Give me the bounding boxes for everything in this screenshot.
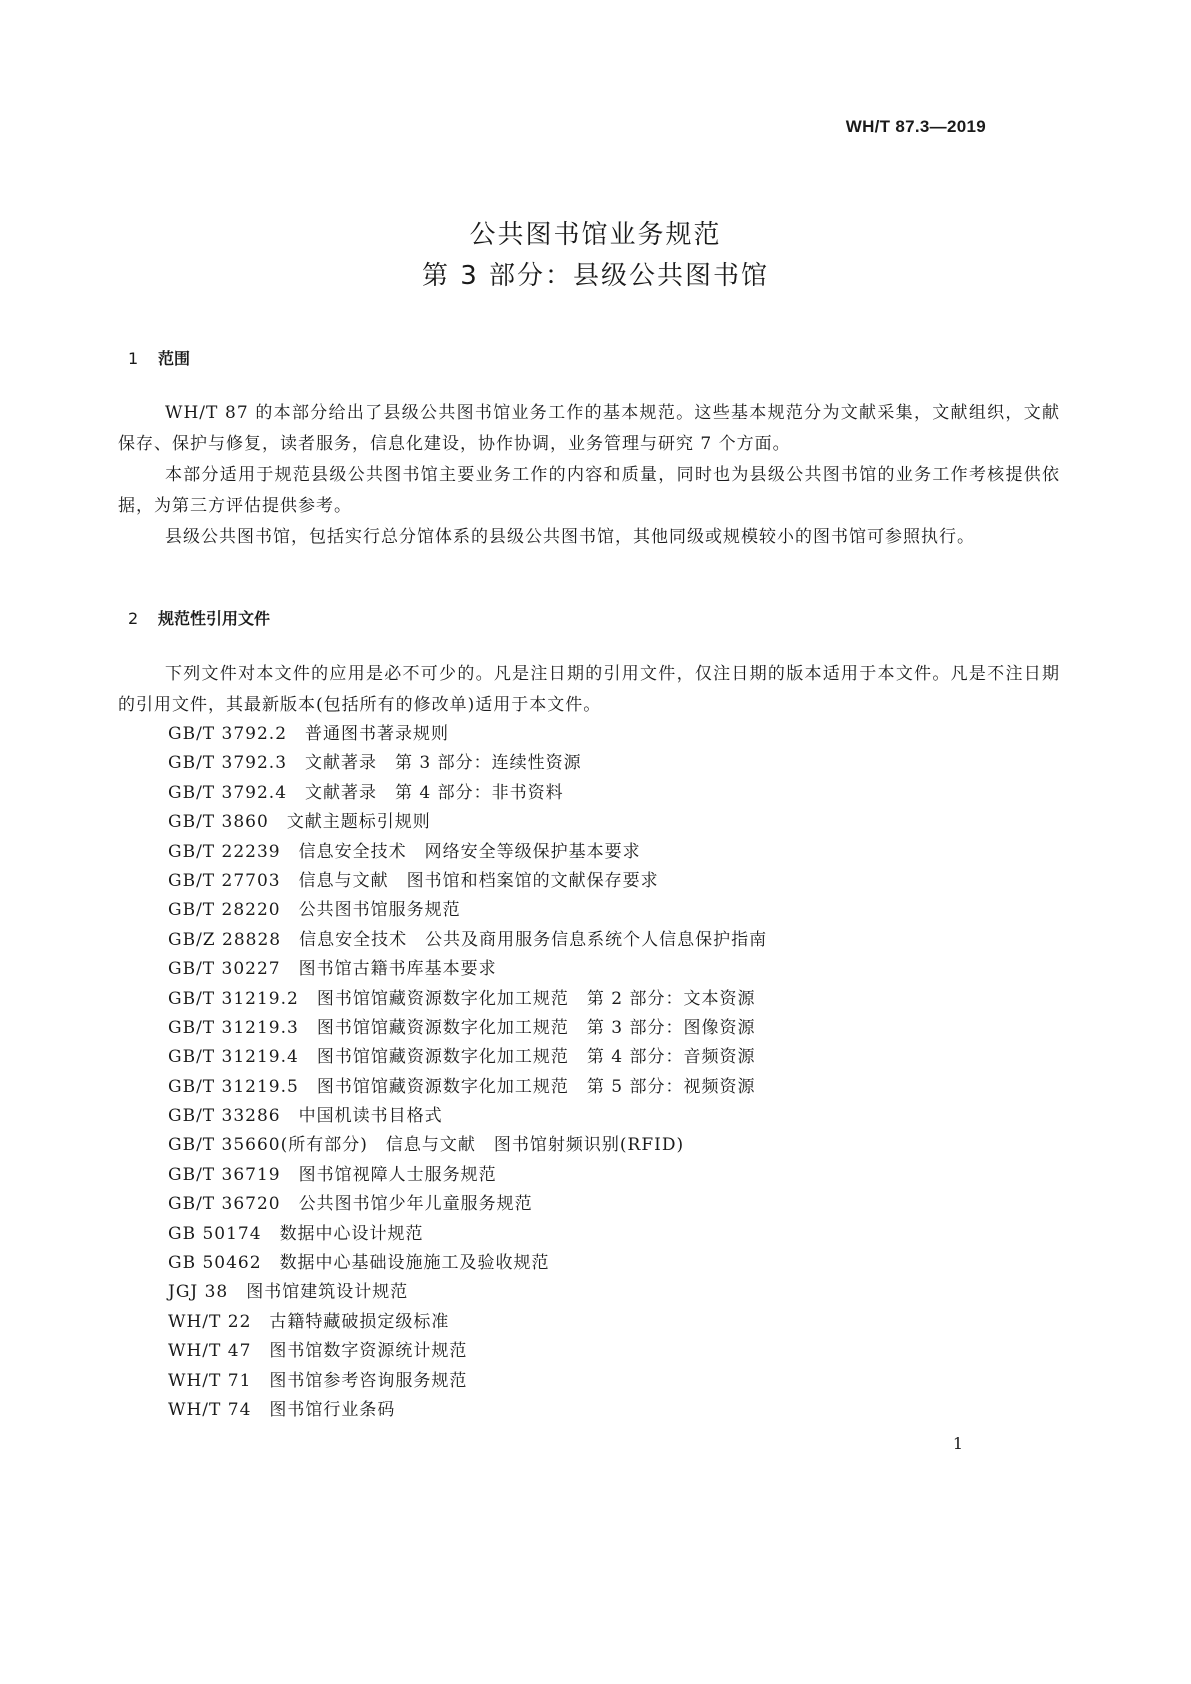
reference-item (168, 749, 767, 778)
reference-item (168, 1014, 767, 1043)
reference-item (168, 955, 767, 984)
section-number: 2 (128, 609, 139, 628)
reference-item (168, 985, 767, 1014)
section-title: 规范性引用文件 (158, 609, 271, 628)
scope-paragraph: WH/T 87 的本部分给出了县级公共图书馆业务工作的基本规范。这些基本规范分为文献采集，文献组织，文献保存、保护与修复，读者服务，信息化建设，协作协调，业务管理与研究 7 个方面。 (118, 403, 1060, 454)
reference-code: GB/T 31219.3 (168, 1017, 299, 1038)
reference-item (168, 720, 767, 749)
reference-item (168, 1161, 767, 1190)
reference-title: 文献著录 第 3 部分：连续性资源 (305, 753, 582, 774)
reference-item (168, 896, 767, 925)
reference-title: 图书馆行业条码 (269, 1399, 396, 1420)
reference-code: WH/T 74 (168, 1399, 252, 1420)
reference-title: 文献主题标引规则 (286, 812, 431, 833)
reference-code: GB/T 3792.2 (168, 724, 288, 744)
reference-title: 数据中心设计规范 (279, 1223, 424, 1244)
reference-item (168, 1131, 767, 1160)
scope-paragraph: 县级公共图书馆，包括实行总分馆体系的县级公共图书馆，其他同级或规模较小的图书馆可参照执行。 (165, 527, 975, 547)
section-heading-scope (128, 346, 190, 369)
reference-code: GB 50462 (168, 1253, 262, 1274)
reference-item (168, 1190, 767, 1219)
reference-code: GB/T 3860 (168, 812, 269, 833)
reference-code: GB/T 35660(所有部分) (168, 1135, 368, 1156)
document-subtitle: 第 3 部分：县级公共图书馆 (421, 261, 770, 291)
reference-item (168, 779, 767, 808)
reference-item (168, 1308, 767, 1337)
reference-title: 图书馆数字资源统计规范 (269, 1341, 468, 1362)
document-title: 公共图书馆业务规范 (469, 220, 722, 250)
reference-title: 文献著录 第 4 部分：非书资料 (305, 782, 564, 803)
reference-title: 图书馆古籍书库基本要求 (298, 959, 497, 980)
reference-title: 公共图书馆服务规范 (298, 900, 461, 921)
reference-item (168, 1043, 767, 1072)
reference-code: GB/T 30227 (168, 959, 281, 980)
reference-title: 图书馆馆藏资源数字化加工规范 第 2 部分：文本资源 (316, 988, 756, 1009)
reference-title: 中国机读书目格式 (298, 1106, 443, 1127)
reference-code: WH/T 71 (168, 1370, 252, 1391)
reference-code: GB/T 31219.5 (168, 1076, 299, 1097)
reference-item (168, 1367, 767, 1396)
reference-title: 数据中心基础设施施工及验收规范 (279, 1253, 550, 1274)
reference-code: GB 50174 (168, 1223, 262, 1244)
section-title: 范围 (158, 349, 191, 368)
reference-title: 图书馆参考咨询服务规范 (269, 1370, 468, 1391)
reference-title: 图书馆馆藏资源数字化加工规范 第 4 部分：音频资源 (316, 1047, 756, 1068)
reference-title: 图书馆馆藏资源数字化加工规范 第 5 部分：视频资源 (316, 1076, 756, 1097)
reference-item (168, 1249, 767, 1278)
reference-title: 信息与文献 图书馆射频识别(RFID) (385, 1135, 685, 1156)
reference-item (168, 1337, 767, 1366)
reference-code: GB/T 33286 (168, 1106, 281, 1127)
section-heading-normative-references (128, 606, 270, 629)
reference-title: 信息与文献 图书馆和档案馆的文献保存要求 (298, 870, 659, 891)
reference-item (168, 867, 767, 896)
reference-item (168, 1278, 767, 1307)
reference-code: WH/T 22 (168, 1311, 252, 1332)
reference-code: GB/Z 28828 (168, 929, 282, 950)
reference-item (168, 1073, 767, 1102)
reference-list (168, 720, 767, 1425)
reference-title: 图书馆建筑设计规范 (246, 1282, 409, 1303)
reference-item (168, 1396, 767, 1425)
page-number: 1 (952, 1434, 963, 1453)
reference-title: 公共图书馆少年儿童服务规范 (298, 1194, 533, 1215)
reference-code: GB/T 36720 (168, 1194, 281, 1215)
references-intro-paragraph: 下列文件对本文件的应用是必不可少的。凡是注日期的引用文件，仅注日期的版本适用于本文件。凡是不注日期的引用文件，其最新版本(包括所有的修改单)适用于本文件。 (118, 664, 1060, 715)
reference-item (168, 838, 767, 867)
reference-code: GB/T 3792.3 (168, 753, 288, 774)
reference-title: 信息安全技术 公共及商用服务信息系统个人信息保护指南 (299, 929, 768, 950)
reference-title: 信息安全技术 网络安全等级保护基本要求 (298, 841, 641, 862)
reference-code: GB/T 28220 (168, 900, 281, 921)
reference-code: JGJ 38 (168, 1282, 229, 1303)
reference-item (168, 926, 767, 955)
standard-code: WH/T 87.3—2019 (845, 117, 986, 136)
reference-code: GB/T 22239 (168, 841, 281, 862)
reference-title: 图书馆视障人士服务规范 (298, 1164, 497, 1185)
reference-code: WH/T 47 (168, 1341, 252, 1362)
reference-title: 古籍特藏破损定级标准 (269, 1311, 450, 1332)
reference-code: GB/T 27703 (168, 870, 281, 891)
reference-code: GB/T 31219.2 (168, 988, 299, 1009)
section-number: 1 (128, 349, 139, 368)
reference-title: 普通图书著录规则 (305, 724, 450, 744)
reference-title: 图书馆馆藏资源数字化加工规范 第 3 部分：图像资源 (316, 1017, 756, 1038)
reference-item (168, 1102, 767, 1131)
reference-item (168, 808, 767, 837)
reference-item (168, 1220, 767, 1249)
reference-code: GB/T 36719 (168, 1164, 281, 1185)
scope-paragraph: 本部分适用于规范县级公共图书馆主要业务工作的内容和质量，同时也为县级公共图书馆的业务工作考核提供依据，为第三方评估提供参考。 (118, 465, 1060, 516)
reference-code: GB/T 31219.4 (168, 1047, 299, 1068)
reference-code: GB/T 3792.4 (168, 782, 288, 803)
